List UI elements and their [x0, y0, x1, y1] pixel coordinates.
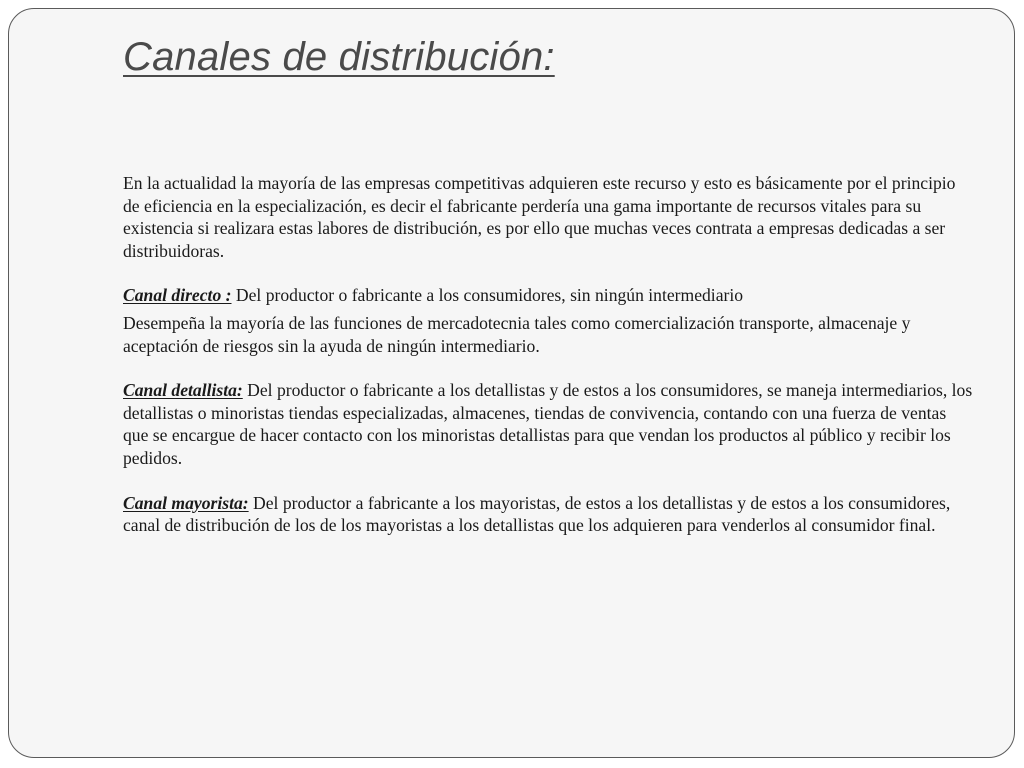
- slide-title: Canales de distribución:: [123, 35, 555, 79]
- canal-mayorista-paragraph: [123, 492, 973, 537]
- canal-detallista-term: Canal detallista:: [123, 380, 243, 401]
- canal-mayorista-text: Del productor a fabricante a los mayoristas, de estos a los detallistas y de estos a los consumidores, canal de distribución de los de los mayoristas a los detallistas que los adquieren para venderlos al consumidor final.: [123, 492, 951, 536]
- canal-directo-text: Del productor o fabricante a los consumidores, sin ningún intermediario: [231, 285, 744, 306]
- canal-directo-term: Canal directo :: [123, 285, 232, 306]
- canal-mayorista-term: Canal mayorista:: [123, 492, 249, 513]
- canal-directo-paragraph: [123, 284, 973, 307]
- canal-detallista-paragraph: [123, 379, 973, 469]
- intro-paragraph: En la actualidad la mayoría de las empresas competitivas adquieren este recurso y esto es básicamente por el principio de eficiencia en la especialización, es decir el fabricante perdería una gama importante de recursos vitales para su existencia si realizara estas labores de distribución, es por ello que muchas veces contrata a empresas dedicadas a ser distribuidoras.: [123, 173, 956, 261]
- slide-frame: [8, 8, 1015, 758]
- canal-directo-detail: Desempeña la mayoría de las funciones de mercadotecnia tales como comercialización transporte, almacenaje y aceptación de riesgos sin la ayuda de ningún intermediario.: [123, 312, 911, 356]
- slide-body: [123, 172, 973, 537]
- canal-detallista-text: Del productor o fabricante a los detallistas y de estos a los consumidores, se maneja intermediarios, los detallistas o minoristas tiendas especializadas, almacenes, tiendas de convivencia, contando con una fuerza de ventas que se encargue de hacer contacto con los minoristas detallistas para que vendan los productos al público y recibir los pedidos.: [123, 380, 973, 468]
